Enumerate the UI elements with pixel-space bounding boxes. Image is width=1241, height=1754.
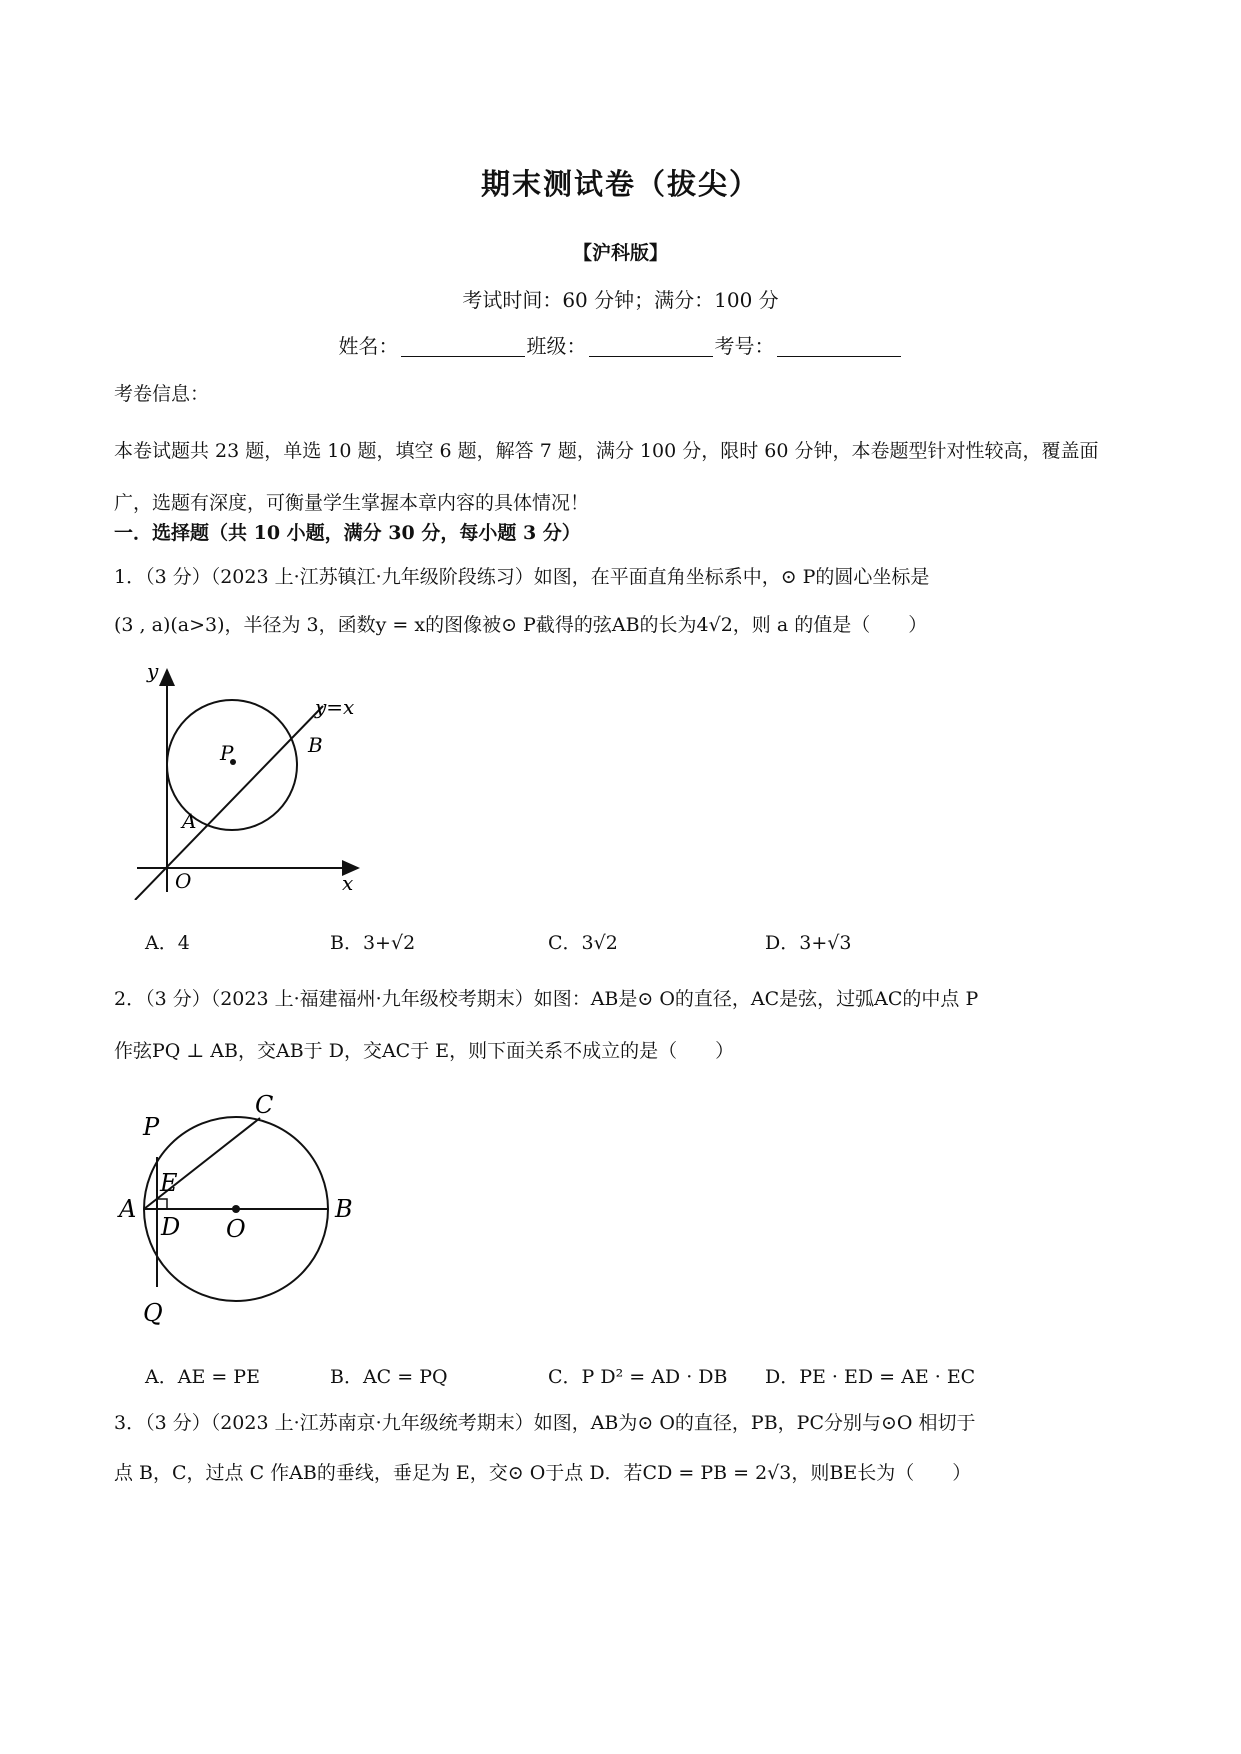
q2-label-P: P [143,1113,160,1141]
edition-label: 【沪科版】 [572,242,668,264]
info-body: 本卷试题共 23 题，单选 10 题，填空 6 题，解答 7 题，满分 100 分，限时 60 分钟，本卷题型针对性较高，覆盖面广，选题有深度，可衡量学生掌握本章内容的具体情况！ [114,440,1099,514]
q3-line1: 3．（3 分）（2023 上·江苏南京·九年级统考期末）如图，AB为⊙ O的直径，PB，PC分别与⊙O 相切于 [114,1412,976,1434]
q2-line2: 作弦PQ ⊥ AB，交AB于 D，交AC于 E，则下面关系不成立的是（ ） [114,1040,735,1062]
q3-line2: 点 B，C，过点 C 作AB的垂线，垂足为 E，交⊙ O于点 D．若CD = PB = 2√3，则BE长为（ ） [114,1462,972,1484]
id-label: 考号： [714,334,775,358]
q1-line2: (3 , a)(a>3)，半径为 3，函数y = x的图像被⊙ P截得的弦AB的长为4√2，则 a 的值是（ ） [114,614,928,636]
q2-label-A: A [119,1195,137,1223]
q2-choice-c[interactable]: C．P D² = AD · DB [548,1366,728,1388]
q1-label-B: B [308,733,323,757]
q1-figure [125,650,365,900]
q2-label-D: D [161,1213,181,1241]
q2-center-dot [232,1205,240,1213]
q2-line1: 2．（3 分）（2023 上·福建福州·九年级校考期末）如图：AB是⊙ O的直径，AC是弦，过弧AC的中点 P [114,988,979,1010]
q1-choice-c[interactable]: C．3√2 [548,932,618,954]
q2-label-C: C [255,1091,274,1119]
q1-line1: 1．（3 分）（2023 上·江苏镇江·九年级阶段练习）如图，在平面直角坐标系中，⊙ P的圆心坐标是 [114,566,930,588]
page-title: 期末测试卷（拔尖） [480,167,760,201]
q1-label-P: P [220,741,234,765]
q1-choice-b[interactable]: B．3+√2 [330,932,416,954]
q2-figure [105,1075,375,1335]
section-title: 一．选择题（共 10 小题，满分 30 分，每小题 3 分） [114,522,581,544]
exam-time: 考试时间：60 分钟；满分：100 分 [462,288,779,312]
q2-label-B: B [335,1195,353,1223]
info-heading: 考卷信息： [114,383,210,405]
q1-label-y: y [147,659,159,683]
q1-line-y-eq-x [135,706,323,900]
class-blank [589,336,713,357]
q1-label-O: O [175,869,192,893]
class-label: 班级： [526,334,587,358]
name-blank [401,336,525,357]
q2-choice-a[interactable]: A．AE = PE [145,1366,260,1388]
q1-label-line: y=x [315,695,355,719]
q1-choice-a[interactable]: A．4 [145,932,190,954]
q1-choice-d[interactable]: D．3+√3 [765,932,852,954]
q2-right-angle-mark [157,1199,167,1209]
q1-label-A: A [182,809,197,833]
name-label: 姓名： [338,334,399,358]
q2-choice-d[interactable]: D．PE · ED = AE · EC [765,1366,976,1388]
id-blank [777,336,901,357]
q2-choice-b[interactable]: B．AC = PQ [330,1366,448,1388]
q2-label-Q: Q [143,1299,163,1327]
q2-label-E: E [160,1169,178,1197]
q2-label-O: O [226,1215,246,1243]
q1-label-x: x [342,871,354,895]
student-info-row [0,330,1241,359]
